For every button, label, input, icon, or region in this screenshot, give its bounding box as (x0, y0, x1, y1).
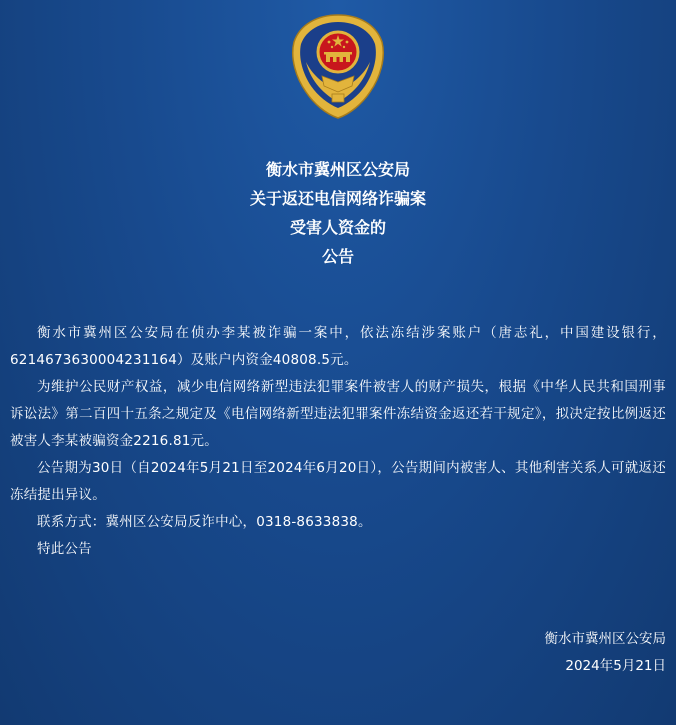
announcement-body (10, 320, 666, 563)
signature-org: 衡水市冀州区公安局 (544, 631, 666, 647)
paragraph-return-decision: 为维护公民财产权益，减少电信网络新型违法犯罪案件被害人的财产损失，根据《中华人民共和国刑事诉讼法》第二百四十五条之规定及《电信网络新型违法犯罪案件冻结资金返还若干规定》，拟决定按比例返还被害人李某被骗资金2216.81元。 (10, 379, 666, 449)
title-line-2: 关于返还电信网络诈骗案 (249, 189, 426, 208)
announcement-title (0, 155, 676, 271)
paragraph-notice-period: 公告期为30日（自2024年5月21日至2024年6月20日），公告期间内被害人、其他利害关系人可就返还冻结提出异议。 (10, 460, 666, 503)
paragraph-contact: 联系方式：冀州区公安局反诈中心，0318-8633838。 (37, 514, 372, 530)
paragraph-closing: 特此公告 (37, 541, 92, 557)
title-line-1: 衡水市冀州区公安局 (265, 160, 410, 179)
police-emblem-icon (288, 12, 388, 120)
signature-block (545, 626, 667, 680)
paragraph-frozen-account: 衡水市冀州区公安局在侦办李某被诈骗一案中，依法冻结涉案账户（唐志礼，中国建设银行，6214673630004231164）及账户内资金40808.5元。 (10, 325, 666, 368)
title-line-4: 公告 (321, 247, 354, 266)
signature-date: 2024年5月21日 (565, 658, 666, 674)
title-line-3: 受害人资金的 (289, 218, 386, 237)
